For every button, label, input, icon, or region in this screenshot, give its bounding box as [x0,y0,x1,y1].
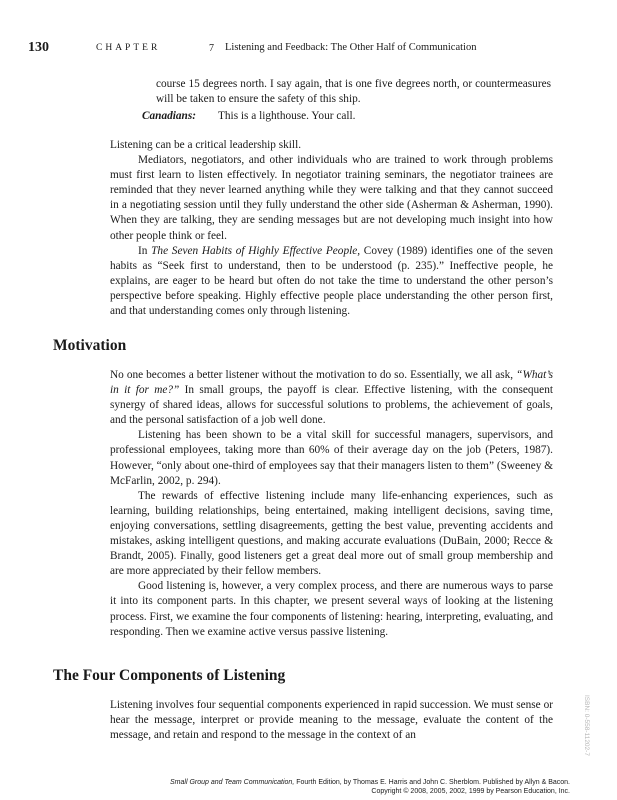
dialogue-line [142,109,551,124]
chapter-title: Listening and Feedback: The Other Half of Communication [225,42,477,53]
book-title: The Seven Habits of Highly Effective People, [151,244,361,257]
footer-line-2: Copyright © 2008, 2005, 2002, 1999 by Pearson Education, Inc. [371,788,570,795]
isbn-watermark: ISBN: 0-558-11202-7 [583,695,590,756]
four-components-paragraph-1: Listening involves four sequential components experienced in rapid succession. We must sense or hear the message, interpret or provide meaning to the message, evaluate the content of the message, and retain and respond to the message in the context of an [110,699,553,742]
copyright-footer [170,778,570,796]
footer-publisher: Fourth Edition, by Thomas E. Harris and John C. Sherblom. Published by Allyn & Bacon. [294,779,570,786]
motivation-paragraph-2: Listening has been shown to be a vital skill for successful managers, supervisors, and professional employees, taking more than 60% of their average day on the job (Peters, 1987). However, “only about one-third of employees say that their managers listen to them” (Sweeney & McFarlin, 2002, p. 294). [110,429,553,487]
intro-p3-post: Covey (1989) identifies one of the seven habits as “Seek first to understand, then to be understood (p. 235).” Ineffective people, he explains, are eager to be heard but often do not take the time to understand the other person’s perspective before speaking. Highly effective people place understanding the other person first, and that understanding comes only through listening. [110,244,553,318]
footer-book-title: Small Group and Team Communication, [170,779,295,786]
footer-line-1 [170,778,570,787]
four-components-section [110,698,553,743]
section-heading-motivation: Motivation [53,337,127,354]
page-number: 130 [28,40,49,55]
dialogue-block [142,77,551,124]
dialogue-text: This is a lighthouse. Your call. [218,110,356,123]
motivation-section [110,368,553,640]
intro-paragraph-3 [110,244,553,319]
intro-p3-pre: In [138,244,152,257]
intro-section [110,138,553,319]
intro-paragraph-1: Listening can be a critical leadership skill. [110,139,302,151]
running-header [28,40,588,56]
motivation-quote: “What’s in it for me?” [110,369,553,397]
motivation-paragraph-4: Good listening is, however, a very complex process, and there are numerous ways to parse it into its component parts. In this chapter, we present several ways of looking at the listening process. First, we examine the four components of listening: hearing, interpreting, evaluating, and responding. Then we examine active versus passive listening. [110,580,553,638]
motivation-paragraph-1 [110,368,553,428]
motivation-p1-post: In small groups, the payoff is clear. Effective listening, with the consequent synergy of shared ideas, allows for successful solutions to problems, the achievement of goals, and the personal satisfaction of a job well done. [110,384,553,427]
intro-paragraph-2: Mediators, negotiators, and other individuals who are trained to work through problems must first learn to listen effectively. In negotiator training seminars, the negotiator trainees are reminded that they never learned anything while they were talking and that they cannot succeed in a negotiating session until they fully understand the other side (Asherman & Asherman, 1990). When they are talking, they are sending messages but are not developing much insight into how other people think or feel. [110,154,553,242]
motivation-p1-pre: No one becomes a better listener without the motivation to do so. Essentially, we all ask, [110,369,517,381]
chapter-number: 7 [209,43,214,54]
motivation-paragraph-3: The rewards of effective listening include many life-enhancing experiences, such as learning, building relationships, being entertained, making intelligent decisions, saving time, enjoying conversations, settling disagreements, getting the best value, preventing accidents and mistakes, asking intelligent questions, and making accurate evaluations (DuBain, 2000; Recce & Brandt, 2005). Finally, good listeners get a great deal more out of small group membership and are more appreciated by their fellow members. [110,489,553,578]
dialogue-continued-text: course 15 degrees north. I say again, that is one five degrees north, or countermeasures will be taken to ensure the safety of this ship. [156,78,551,106]
section-heading-four-components: The Four Components of Listening [53,667,286,684]
chapter-label: CHAPTER [96,43,161,53]
dialogue-speaker: Canadians: [142,110,196,123]
